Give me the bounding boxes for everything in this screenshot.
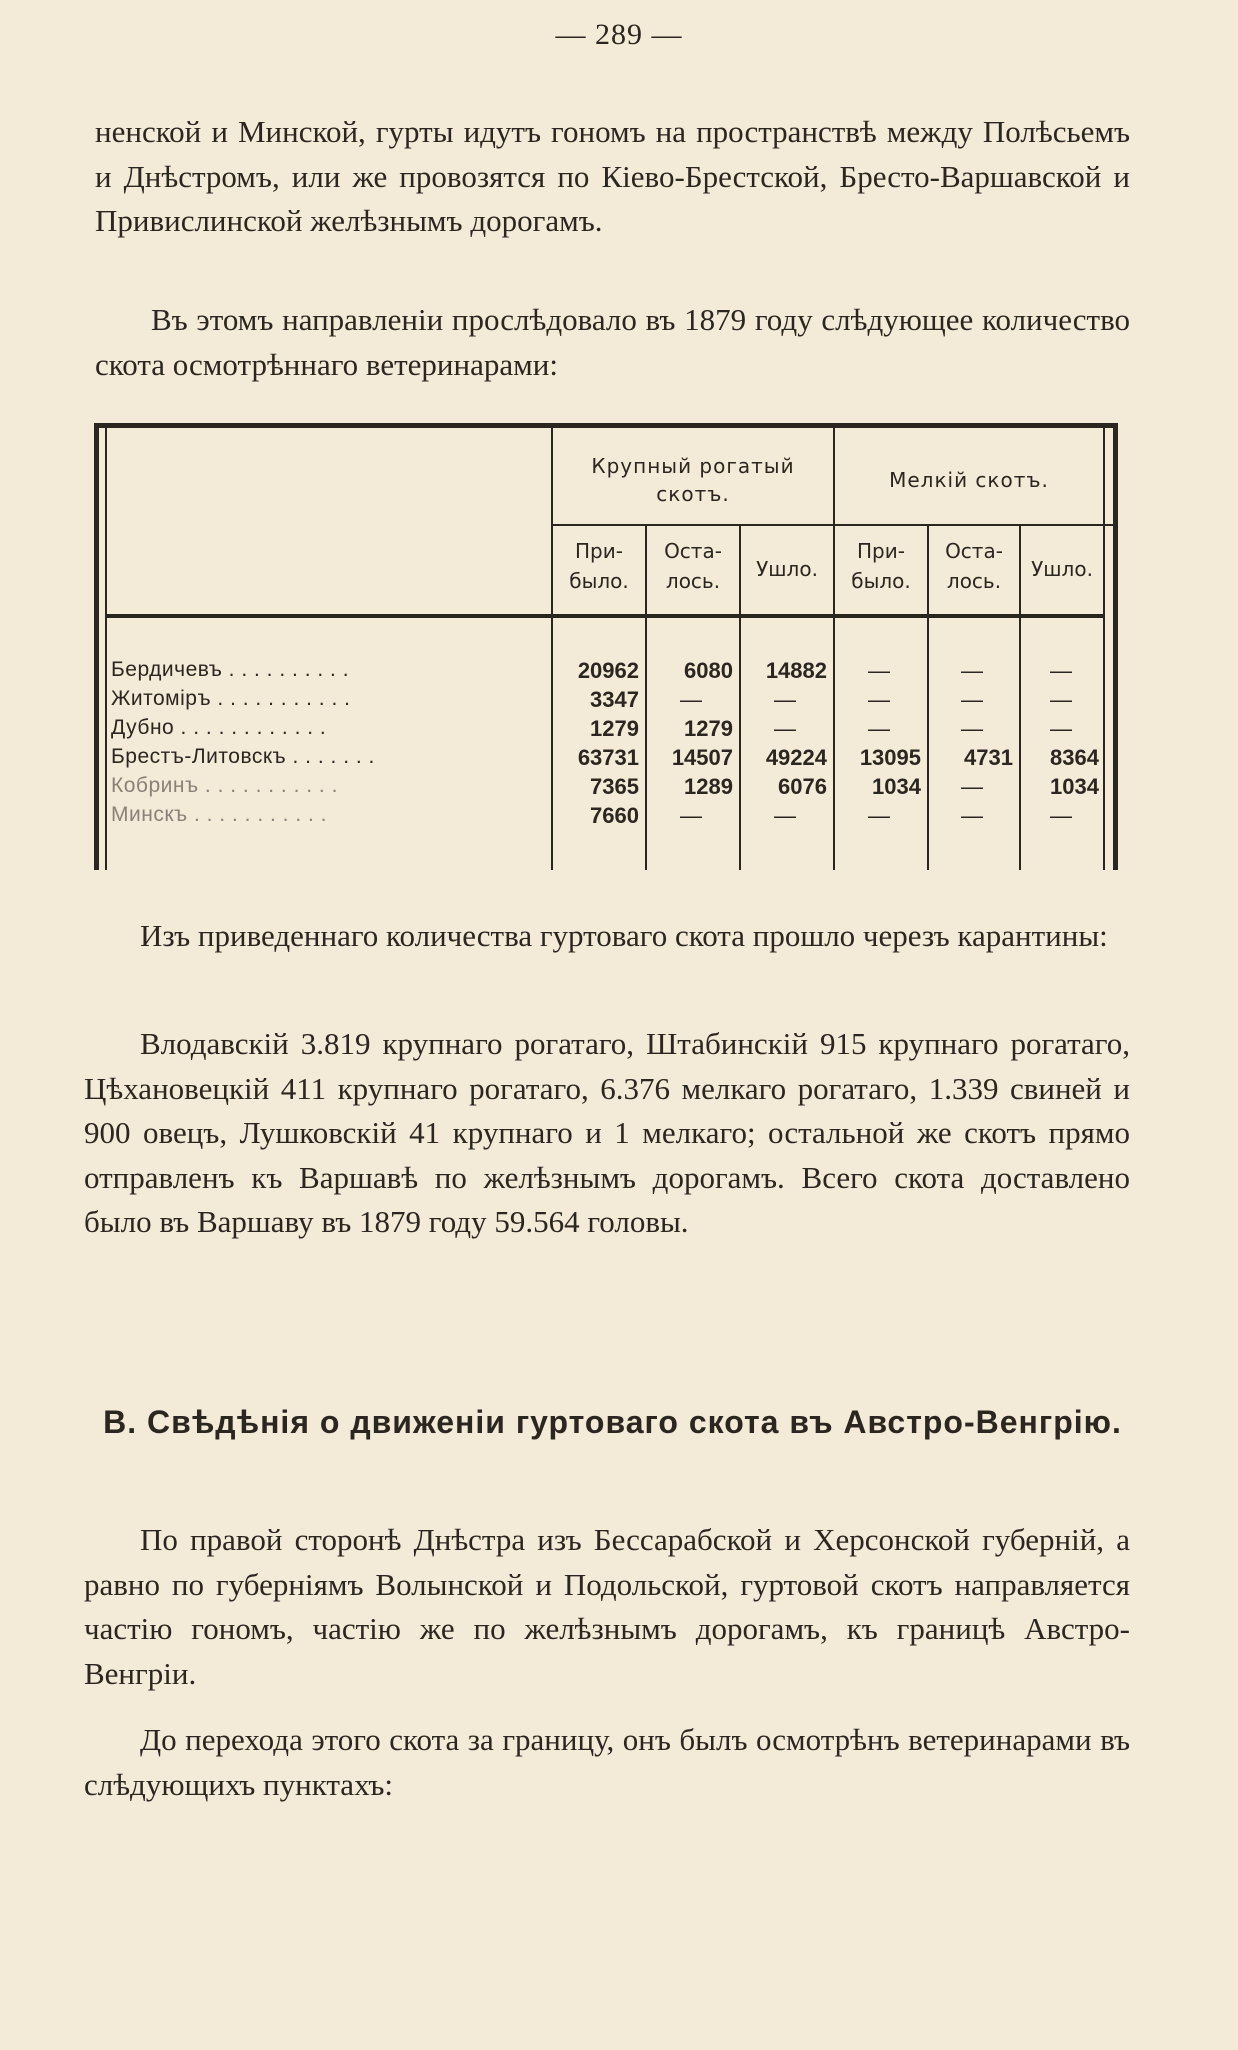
table-cell: — — [1050, 658, 1072, 683]
table-row-location: Кобринъ . . . . . . . . . . . — [111, 774, 338, 797]
table-cell: 13095 — [859, 745, 921, 770]
table-header-rule — [105, 614, 1105, 618]
table-cell: — — [774, 803, 796, 828]
table-cell: 63731 — [577, 745, 639, 770]
header-large-cattle: Крупный рогатый скотъ. — [591, 454, 795, 506]
paragraph-austria: По правой сторонѣ Днѣстра изъ Бессарабской и Херсонской губерній, а равно по губерніямъ Волынской и Подольской, гуртовой скотъ направляется частію гономъ, частію же по желѣзнымъ дорогамъ, къ границѣ Австро-Венгріи. — [84, 1522, 1130, 1691]
table-row-location: Житоміръ . . . . . . . . . . . — [111, 687, 351, 710]
table-cell: 6080 — [684, 658, 733, 683]
paragraph-quarantine-details: Влодавскій 3.819 крупнаго рогатаго, Штабинскій 915 крупнаго рогатаго, Цѣхановецкій 411 крупнаго рогатаго, 6.376 мелкаго рогатаго, 1.339 свиней и 900 овецъ, Лушковскій 41 крупнаго и 1 мелкаго; остальной же скотъ прямо отправленъ къ Варшавѣ по желѣзнымъ дорогамъ. Всего скота доставлено было въ Варшаву въ 1879 году 59.564 головы. — [84, 1026, 1130, 1239]
header-small-cattle: Мелкій скотъ. — [889, 468, 1049, 492]
table-cell: 20962 — [577, 658, 639, 683]
table-row — [99, 774, 1113, 803]
table-row — [99, 716, 1113, 745]
section-heading: В. Свѣдѣнія о движеніи гуртоваго скота въ Австро-Венгрію. — [103, 1404, 1122, 1440]
table-cell: 1289 — [684, 774, 733, 799]
subheader-arrived: При-было. — [569, 539, 629, 593]
table-row-location: Дубно . . . . . . . . . . . . — [111, 716, 327, 739]
table-cell: 1279 — [590, 716, 639, 741]
table-cell: 4731 — [964, 745, 1013, 770]
table-rule — [551, 524, 1116, 526]
table-cell: — — [680, 803, 702, 828]
subheader-remained: Оста-лось. — [664, 539, 722, 593]
table-row-location: Бердичевъ . . . . . . . . . . — [111, 658, 350, 681]
table-cell: — — [868, 803, 890, 828]
table-cell: — — [868, 687, 890, 712]
table-cell: 49224 — [765, 745, 827, 770]
page-number: — 289 — — [555, 18, 683, 51]
table-row-location: Минскъ . . . . . . . . . . . — [111, 803, 327, 826]
table-row — [99, 803, 1113, 832]
table-row — [99, 745, 1113, 774]
subheader-left: Ушло. — [756, 557, 818, 581]
table-cell: 3347 — [590, 687, 639, 712]
paragraph-quarantine: Изъ приведеннаго количества гуртоваго скота прошло черезъ карантины: — [140, 918, 1108, 953]
subheader-remained-small: Оста-лось. — [945, 539, 1003, 593]
table-cell: — — [1050, 716, 1072, 741]
subheader-arrived-small: При-было. — [851, 539, 911, 593]
table-cell: 7365 — [590, 774, 639, 799]
table-cell: 6076 — [778, 774, 827, 799]
table-cell: — — [680, 687, 702, 712]
table-cell: 14882 — [765, 658, 827, 683]
table-cell: 1279 — [684, 716, 733, 741]
paragraph-table-intro: Въ этомъ направленіи прослѣдовало въ 1879 году слѣдующее количество скота осмотрѣннаго ветеринарами: — [95, 302, 1130, 382]
table-cell: — — [774, 687, 796, 712]
table-row-location: Брестъ-Литовскъ . . . . . . . — [111, 745, 375, 768]
table-row — [99, 687, 1113, 716]
table-cell: — — [868, 716, 890, 741]
paragraph-intro: ненской и Минской, гурты идутъ гономъ на пространствѣ между Полѣсьемъ и Днѣстромъ, или же провозятся по Кіево-Брестской, Бресто-Варшавской и Привислинской желѣзнымъ дорогамъ. — [95, 114, 1130, 238]
table-cell: 1034 — [1050, 774, 1099, 799]
paragraph-inspection-points: До перехода этого скота за границу, онъ былъ осмотрѣнъ ветеринарами въ слѣдующихъ пунктахъ: — [84, 1722, 1130, 1802]
table-cell: — — [961, 716, 983, 741]
table-cell: 14507 — [671, 745, 733, 770]
table-cell: — — [961, 687, 983, 712]
table-cell: — — [1050, 687, 1072, 712]
table-cell: 7660 — [590, 803, 639, 828]
subheader-left-small: Ушло. — [1031, 557, 1093, 581]
table-cell: — — [868, 658, 890, 683]
table-row — [99, 658, 1113, 687]
table-cell: — — [774, 716, 796, 741]
table-cell: — — [961, 658, 983, 683]
table-cell: — — [1050, 803, 1072, 828]
livestock-table — [94, 423, 1118, 870]
table-cell: 1034 — [872, 774, 921, 799]
table-cell: — — [961, 774, 983, 799]
table-cell: 8364 — [1050, 745, 1099, 770]
table-cell: — — [961, 803, 983, 828]
